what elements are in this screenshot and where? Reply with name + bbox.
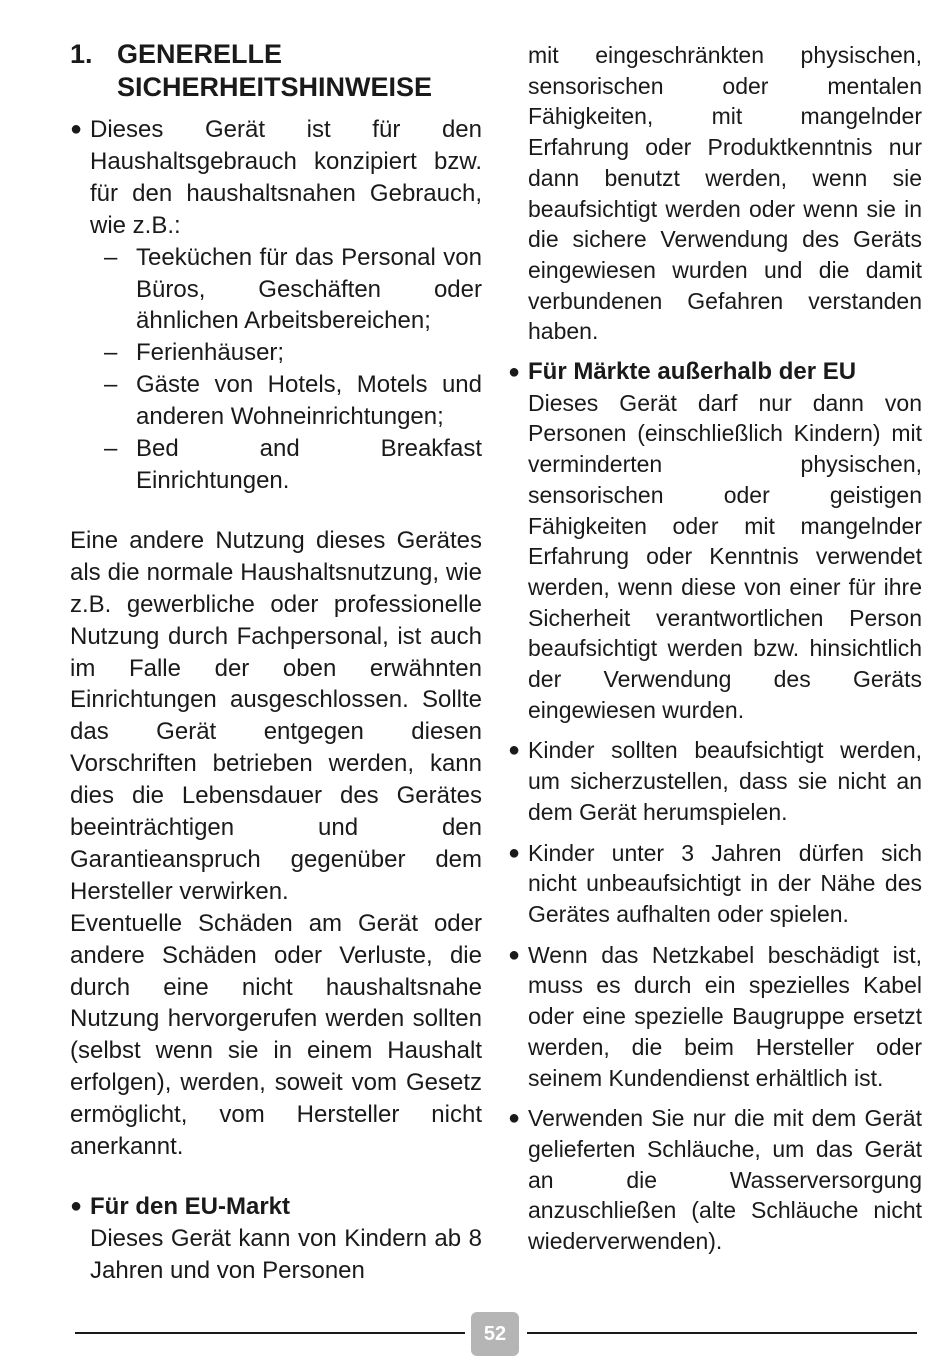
bullet-non-eu-market: [508, 357, 922, 725]
bullet-household-use: [70, 114, 482, 242]
bullet-hoses: [508, 1103, 922, 1257]
bullet-eu-market: [70, 1191, 482, 1287]
dash-icon: –: [104, 243, 118, 271]
bullet-icon: ●: [70, 1195, 83, 1217]
dash-icon: –: [104, 435, 118, 463]
bullet-icon: ●: [508, 739, 521, 762]
list-item-text: Teeküchen für das Personal von Büros, Geschäften oder ähnlichen Arbeitsbereichen;: [136, 243, 482, 335]
bullet-children-supervision: [508, 735, 922, 827]
bullet-text: Wenn das Netzkabel beschädigt ist, muss es durch ein spezielles Kabel oder eine spezielle Baugruppe ersetzt werden, die beim Hersteller oder seinem Kundendienst erhältlich ist.: [528, 941, 922, 1091]
bullet-text: Verwenden Sie nur die mit dem Gerät gelieferten Schläuche, um das Gerät an die Wasserversorgung anzuschließen (alte Schläuche nicht wiederverwenden).: [528, 1105, 922, 1255]
list-item: [70, 369, 482, 433]
footer-rule-right: [527, 1332, 917, 1334]
paragraph-other-use: Eine andere Nutzung dieses Gerätes als die normale Haushaltsnutzung, wie z.B. gewerbliche oder professionelle Nutzung durch Fachpersonal, ist auch im Falle der oben erwähnten Einrichtungen ausgeschlossen. Sollte das Gerät entgegen diesen Vorschriften betrieben werden, kann dies die Lebensdauer des Gerätes beeinträchtigen und den Garantieanspruch gegenüber dem Hersteller verwirken.: [70, 526, 482, 905]
list-item: [70, 433, 482, 497]
bullet-icon: ●: [508, 361, 521, 384]
bullet-icon: ●: [70, 118, 83, 140]
non-eu-market-title: Für Märkte außerhalb der EU: [528, 358, 857, 386]
bullet-children-under-3: [508, 838, 922, 930]
eu-market-text-continued: mit eingeschränkten physischen, sensorischen oder mentalen Fähigkeiten, mit mangelnder Erfahrung oder Produktkenntnis nur dann benutzt werden, wenn sie beaufsichtigt werden oder wenn sie in die sichere Verwendung des Geräts eingewiesen wurden und die damit verbundenen Gefahren verstanden haben.: [528, 42, 922, 345]
section-heading: [70, 38, 482, 104]
usage-examples-list: [70, 242, 482, 497]
section-title: GENERELLE SICHERHEITSHINWEISE: [117, 39, 433, 102]
bullet-icon: ●: [508, 1107, 521, 1130]
bullet-icon: ●: [508, 943, 521, 966]
bullet-text: Dieses Gerät ist für den Haushaltsgebrauch konzipiert bzw. für den haushaltsnahen Gebrauch, wie z.B.:: [90, 116, 482, 239]
list-item: [70, 337, 482, 369]
dash-icon: –: [104, 371, 118, 399]
eu-market-title: Für den EU-Markt: [90, 1193, 291, 1220]
footer-rule-left: [75, 1332, 465, 1334]
list-item-text: Ferienhäuser;: [136, 339, 285, 367]
eu-market-text: Dieses Gerät kann von Kindern ab 8 Jahren und von Personen: [90, 1224, 482, 1284]
right-column: [508, 40, 922, 1257]
bullet-icon: ●: [508, 841, 521, 864]
list-item-text: Gäste von Hotels, Motels und anderen Wohneinrichtungen;: [136, 371, 482, 431]
list-item: [70, 242, 482, 338]
list-item-text: Bed and Breakfast Einrichtungen.: [136, 435, 482, 494]
bullet-text: Kinder unter 3 Jahren dürfen sich nicht unbeaufsichtigt in der Nähe des Gerätes aufhalten oder spielen.: [528, 839, 922, 927]
bullet-power-cable: [508, 940, 922, 1094]
dash-icon: –: [104, 339, 118, 367]
non-eu-market-text: Dieses Gerät darf nur dann von Personen (einschließlich Kindern) mit verminderten physischen, sensorischen oder geistigen Fähigkeiten oder mit mangelnder Erfahrung oder Kenntnis verwendet werden, wenn diese von einer für ihre Sicherheit verantwortlichen Person beaufsichtigt werden bzw. hinsichtlich der Verwendung des Geräts eingewiesen wurden.: [528, 389, 922, 723]
page-number: 52: [471, 1312, 519, 1356]
left-column: [70, 38, 482, 1287]
paragraph-damages: Eventuelle Schäden am Gerät oder andere Schäden oder Verluste, die durch eine nicht haushaltsnahe Nutzung hervorgerufen werden sollten (selbst wenn sie in einem Haushalt erfolgen), werden, soweit vom Gesetz ermöglicht, vom Hersteller nicht anerkannt.: [70, 909, 482, 1161]
bullet-text: Kinder sollten beaufsichtigt werden, um sicherzustellen, dass sie nicht an dem Gerät herumspielen.: [528, 737, 922, 825]
section-number: 1.: [70, 39, 93, 69]
